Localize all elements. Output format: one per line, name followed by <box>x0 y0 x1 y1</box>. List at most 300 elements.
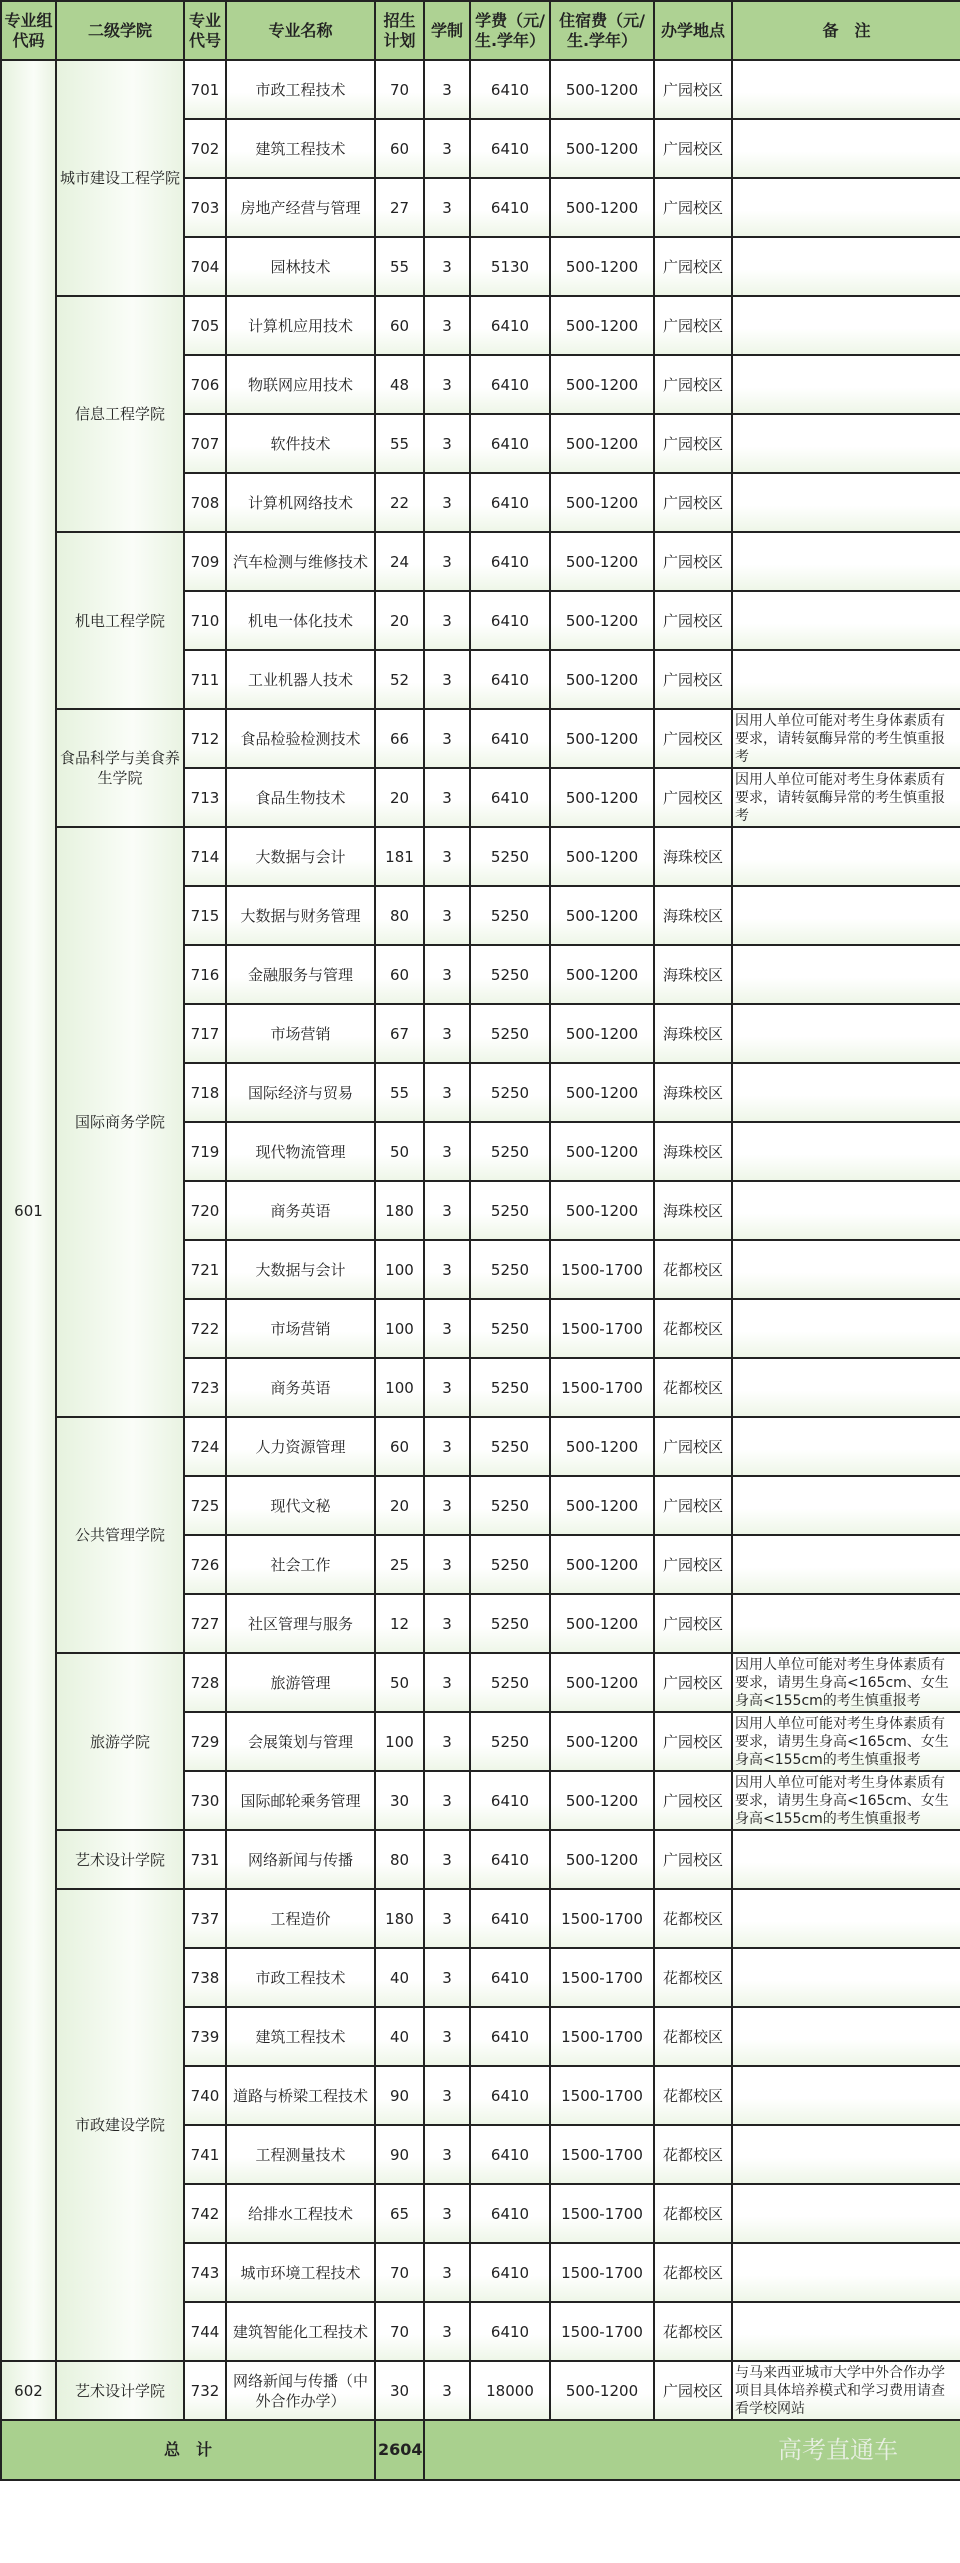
duration: 3 <box>424 1889 470 1948</box>
major-code: 739 <box>184 2007 226 2066</box>
college-name: 市政建设学院 <box>56 1889 184 2361</box>
remarks <box>732 1299 960 1358</box>
major-code: 703 <box>184 178 226 237</box>
accommodation-fee: 500-1200 <box>550 886 654 945</box>
remarks <box>732 2007 960 2066</box>
enroll-plan: 55 <box>375 237 424 296</box>
tuition: 5250 <box>470 827 550 886</box>
tuition: 5250 <box>470 1181 550 1240</box>
tuition: 6410 <box>470 1830 550 1889</box>
college-name: 公共管理学院 <box>56 1417 184 1653</box>
duration: 3 <box>424 1063 470 1122</box>
accommodation-fee: 500-1200 <box>550 1771 654 1830</box>
enroll-plan: 180 <box>375 1181 424 1240</box>
remarks <box>732 2066 960 2125</box>
remarks: 因用人单位可能对考生身体素质有要求，请男生身高<165cm、女生身高<155cm的考生慎重报考 <box>732 1653 960 1712</box>
tuition: 5250 <box>470 1653 550 1712</box>
campus: 海珠校区 <box>654 827 732 886</box>
tuition: 6410 <box>470 591 550 650</box>
table-row <box>1 2361 960 2420</box>
accommodation-fee: 500-1200 <box>550 2361 654 2420</box>
major-code: 705 <box>184 296 226 355</box>
remarks <box>732 178 960 237</box>
college-name: 机电工程学院 <box>56 532 184 709</box>
tuition: 6410 <box>470 473 550 532</box>
campus: 广园校区 <box>654 591 732 650</box>
remarks <box>732 1830 960 1889</box>
major-name: 市政工程技术 <box>226 60 375 119</box>
enroll-plan: 67 <box>375 1004 424 1063</box>
major-code: 702 <box>184 119 226 178</box>
column-header: 学费（元/生.学年） <box>470 1 550 60</box>
accommodation-fee: 1500-1700 <box>550 2184 654 2243</box>
remarks <box>732 532 960 591</box>
major-code: 719 <box>184 1122 226 1181</box>
major-code: 742 <box>184 2184 226 2243</box>
major-name: 物联网应用技术 <box>226 355 375 414</box>
major-code: 704 <box>184 237 226 296</box>
major-name: 给排水工程技术 <box>226 2184 375 2243</box>
remarks: 因用人单位可能对考生身体素质有要求，请男生身高<165cm、女生身高<155cm的考生慎重报考 <box>732 1771 960 1830</box>
major-code: 718 <box>184 1063 226 1122</box>
column-header: 专业代号 <box>184 1 226 60</box>
duration: 3 <box>424 945 470 1004</box>
duration: 3 <box>424 2243 470 2302</box>
column-header: 专业名称 <box>226 1 375 60</box>
tuition: 6410 <box>470 2066 550 2125</box>
table-row <box>1 296 960 355</box>
enroll-plan: 48 <box>375 355 424 414</box>
enroll-plan: 180 <box>375 1889 424 1948</box>
major-code: 720 <box>184 1181 226 1240</box>
tuition: 6410 <box>470 2302 550 2361</box>
campus: 花都校区 <box>654 1299 732 1358</box>
column-header: 学制 <box>424 1 470 60</box>
duration: 3 <box>424 591 470 650</box>
remarks: 与马来西亚城市大学中外合作办学项目具体培养模式和学习费用请查看学校网站 <box>732 2361 960 2420</box>
remarks <box>732 1004 960 1063</box>
campus: 广园校区 <box>654 237 732 296</box>
major-name: 食品生物技术 <box>226 768 375 827</box>
major-code: 729 <box>184 1712 226 1771</box>
campus: 广园校区 <box>654 473 732 532</box>
major-name: 城市环境工程技术 <box>226 2243 375 2302</box>
major-code: 738 <box>184 1948 226 2007</box>
enroll-plan: 60 <box>375 945 424 1004</box>
table-row <box>1 60 960 119</box>
duration: 3 <box>424 1240 470 1299</box>
accommodation-fee: 1500-1700 <box>550 1358 654 1417</box>
college-name: 信息工程学院 <box>56 296 184 532</box>
enroll-plan: 27 <box>375 178 424 237</box>
accommodation-fee: 500-1200 <box>550 1712 654 1771</box>
campus: 广园校区 <box>654 650 732 709</box>
accommodation-fee: 1500-1700 <box>550 1889 654 1948</box>
accommodation-fee: 1500-1700 <box>550 2066 654 2125</box>
tuition: 6410 <box>470 296 550 355</box>
duration: 3 <box>424 1948 470 2007</box>
major-name: 食品检验检测技术 <box>226 709 375 768</box>
remarks <box>732 2243 960 2302</box>
campus: 花都校区 <box>654 1948 732 2007</box>
tuition: 6410 <box>470 1948 550 2007</box>
tuition: 5250 <box>470 886 550 945</box>
tuition: 5250 <box>470 1535 550 1594</box>
major-name: 市场营销 <box>226 1299 375 1358</box>
campus: 花都校区 <box>654 2066 732 2125</box>
duration: 3 <box>424 60 470 119</box>
duration: 3 <box>424 1653 470 1712</box>
major-code: 717 <box>184 1004 226 1063</box>
accommodation-fee: 500-1200 <box>550 768 654 827</box>
campus: 花都校区 <box>654 1358 732 1417</box>
campus: 广园校区 <box>654 1476 732 1535</box>
accommodation-fee: 1500-1700 <box>550 1299 654 1358</box>
duration: 3 <box>424 1830 470 1889</box>
campus: 广园校区 <box>654 1535 732 1594</box>
campus: 广园校区 <box>654 1594 732 1653</box>
tuition: 6410 <box>470 1771 550 1830</box>
remarks <box>732 1240 960 1299</box>
header-row <box>1 1 960 60</box>
accommodation-fee: 1500-1700 <box>550 2243 654 2302</box>
major-name: 建筑智能化工程技术 <box>226 2302 375 2361</box>
table-row <box>1 709 960 768</box>
tuition: 5250 <box>470 1063 550 1122</box>
tuition: 6410 <box>470 2243 550 2302</box>
major-name: 网络新闻与传播（中外合作办学） <box>226 2361 375 2420</box>
tuition: 6410 <box>470 2184 550 2243</box>
major-code: 723 <box>184 1358 226 1417</box>
enroll-plan: 65 <box>375 2184 424 2243</box>
remarks <box>732 1122 960 1181</box>
major-code: 724 <box>184 1417 226 1476</box>
major-code: 741 <box>184 2125 226 2184</box>
enroll-plan: 50 <box>375 1653 424 1712</box>
accommodation-fee: 1500-1700 <box>550 1948 654 2007</box>
enroll-plan: 24 <box>375 532 424 591</box>
major-name: 现代物流管理 <box>226 1122 375 1181</box>
campus: 广园校区 <box>654 1417 732 1476</box>
major-code: 727 <box>184 1594 226 1653</box>
remarks <box>732 355 960 414</box>
campus: 广园校区 <box>654 1712 732 1771</box>
tuition: 5250 <box>470 1358 550 1417</box>
remarks <box>732 296 960 355</box>
remarks <box>732 945 960 1004</box>
major-name: 工程测量技术 <box>226 2125 375 2184</box>
major-name: 网络新闻与传播 <box>226 1830 375 1889</box>
accommodation-fee: 500-1200 <box>550 355 654 414</box>
enroll-plan: 90 <box>375 2125 424 2184</box>
enroll-plan: 70 <box>375 60 424 119</box>
major-code: 713 <box>184 768 226 827</box>
tuition: 6410 <box>470 2007 550 2066</box>
enroll-plan: 70 <box>375 2302 424 2361</box>
campus: 广园校区 <box>654 532 732 591</box>
campus: 花都校区 <box>654 2302 732 2361</box>
major-name: 道路与桥梁工程技术 <box>226 2066 375 2125</box>
duration: 3 <box>424 237 470 296</box>
enroll-plan: 66 <box>375 709 424 768</box>
tuition: 6410 <box>470 709 550 768</box>
campus: 花都校区 <box>654 2243 732 2302</box>
campus: 广园校区 <box>654 296 732 355</box>
major-code: 714 <box>184 827 226 886</box>
accommodation-fee: 500-1200 <box>550 591 654 650</box>
table-row <box>1 532 960 591</box>
college-name: 艺术设计学院 <box>56 2361 184 2420</box>
remarks <box>732 2302 960 2361</box>
duration: 3 <box>424 2184 470 2243</box>
major-name: 大数据与财务管理 <box>226 886 375 945</box>
accommodation-fee: 500-1200 <box>550 1417 654 1476</box>
total-label: 总 计 <box>1 2420 375 2480</box>
tuition: 6410 <box>470 532 550 591</box>
duration: 3 <box>424 473 470 532</box>
table-row <box>1 1830 960 1889</box>
major-name: 市场营销 <box>226 1004 375 1063</box>
accommodation-fee: 500-1200 <box>550 178 654 237</box>
enroll-plan: 60 <box>375 296 424 355</box>
column-header: 专业组代码 <box>1 1 56 60</box>
major-code: 707 <box>184 414 226 473</box>
enroll-plan: 30 <box>375 1771 424 1830</box>
enroll-plan: 50 <box>375 1122 424 1181</box>
accommodation-fee: 500-1200 <box>550 1063 654 1122</box>
accommodation-fee: 500-1200 <box>550 709 654 768</box>
accommodation-fee: 1500-1700 <box>550 1240 654 1299</box>
enroll-plan: 25 <box>375 1535 424 1594</box>
college-name: 艺术设计学院 <box>56 1830 184 1889</box>
major-name: 人力资源管理 <box>226 1417 375 1476</box>
major-code: 706 <box>184 355 226 414</box>
tuition: 5250 <box>470 1712 550 1771</box>
accommodation-fee: 500-1200 <box>550 827 654 886</box>
tuition: 6410 <box>470 768 550 827</box>
campus: 广园校区 <box>654 119 732 178</box>
accommodation-fee: 500-1200 <box>550 650 654 709</box>
remarks <box>732 591 960 650</box>
accommodation-fee: 500-1200 <box>550 1594 654 1653</box>
accommodation-fee: 1500-1700 <box>550 2007 654 2066</box>
enroll-plan: 90 <box>375 2066 424 2125</box>
accommodation-fee: 500-1200 <box>550 473 654 532</box>
major-code: 721 <box>184 1240 226 1299</box>
major-name: 计算机网络技术 <box>226 473 375 532</box>
enroll-plan: 40 <box>375 1948 424 2007</box>
remarks: 因用人单位可能对考生身体素质有要求，请男生身高<165cm、女生身高<155cm的考生慎重报考 <box>732 1712 960 1771</box>
tuition: 6410 <box>470 2125 550 2184</box>
enroll-plan: 100 <box>375 1712 424 1771</box>
tuition: 6410 <box>470 60 550 119</box>
campus: 广园校区 <box>654 1653 732 1712</box>
accommodation-fee: 1500-1700 <box>550 2125 654 2184</box>
duration: 3 <box>424 296 470 355</box>
major-name: 旅游管理 <box>226 1653 375 1712</box>
enroll-plan: 40 <box>375 2007 424 2066</box>
tuition: 5250 <box>470 1476 550 1535</box>
campus: 花都校区 <box>654 2007 732 2066</box>
accommodation-fee: 500-1200 <box>550 532 654 591</box>
campus: 花都校区 <box>654 1889 732 1948</box>
column-header: 招生计划 <box>375 1 424 60</box>
enroll-plan: 20 <box>375 768 424 827</box>
major-name: 现代文秘 <box>226 1476 375 1535</box>
duration: 3 <box>424 2302 470 2361</box>
duration: 3 <box>424 1712 470 1771</box>
remarks: 因用人单位可能对考生身体素质有要求，请转氨酶异常的考生慎重报考 <box>732 768 960 827</box>
enroll-plan: 55 <box>375 414 424 473</box>
duration: 3 <box>424 650 470 709</box>
duration: 3 <box>424 827 470 886</box>
major-code: 730 <box>184 1771 226 1830</box>
college-name: 城市建设工程学院 <box>56 60 184 296</box>
campus: 花都校区 <box>654 2184 732 2243</box>
campus: 广园校区 <box>654 355 732 414</box>
campus: 广园校区 <box>654 768 732 827</box>
major-name: 建筑工程技术 <box>226 119 375 178</box>
duration: 3 <box>424 532 470 591</box>
duration: 3 <box>424 1535 470 1594</box>
major-name: 国际邮轮乘务管理 <box>226 1771 375 1830</box>
accommodation-fee: 500-1200 <box>550 1004 654 1063</box>
tuition: 6410 <box>470 355 550 414</box>
duration: 3 <box>424 768 470 827</box>
major-name: 软件技术 <box>226 414 375 473</box>
duration: 3 <box>424 1771 470 1830</box>
remarks <box>732 827 960 886</box>
campus: 广园校区 <box>654 709 732 768</box>
column-header: 住宿费（元/生.学年） <box>550 1 654 60</box>
major-name: 机电一体化技术 <box>226 591 375 650</box>
remarks <box>732 1889 960 1948</box>
major-name: 金融服务与管理 <box>226 945 375 1004</box>
tuition: 6410 <box>470 1889 550 1948</box>
tuition: 6410 <box>470 178 550 237</box>
duration: 3 <box>424 2066 470 2125</box>
major-code: 732 <box>184 2361 226 2420</box>
major-code: 737 <box>184 1889 226 1948</box>
enroll-plan: 60 <box>375 1417 424 1476</box>
accommodation-fee: 500-1200 <box>550 60 654 119</box>
remarks <box>732 1417 960 1476</box>
enroll-plan: 100 <box>375 1299 424 1358</box>
total-blank <box>424 2420 960 2480</box>
college-name: 旅游学院 <box>56 1653 184 1830</box>
tuition: 5250 <box>470 1122 550 1181</box>
remarks <box>732 1594 960 1653</box>
major-code: 716 <box>184 945 226 1004</box>
duration: 3 <box>424 414 470 473</box>
remarks <box>732 60 960 119</box>
remarks <box>732 1181 960 1240</box>
accommodation-fee: 500-1200 <box>550 1476 654 1535</box>
major-name: 商务英语 <box>226 1358 375 1417</box>
enroll-plan: 100 <box>375 1240 424 1299</box>
remarks <box>732 1063 960 1122</box>
remarks <box>732 237 960 296</box>
campus: 海珠校区 <box>654 886 732 945</box>
tuition: 18000 <box>470 2361 550 2420</box>
group-code: 602 <box>1 2361 56 2420</box>
major-code: 731 <box>184 1830 226 1889</box>
column-header: 备 注 <box>732 1 960 60</box>
major-code: 711 <box>184 650 226 709</box>
enroll-plan: 80 <box>375 886 424 945</box>
accommodation-fee: 500-1200 <box>550 1535 654 1594</box>
remarks <box>732 119 960 178</box>
major-name: 社区管理与服务 <box>226 1594 375 1653</box>
tuition: 5130 <box>470 237 550 296</box>
major-name: 市政工程技术 <box>226 1948 375 2007</box>
remarks: 因用人单位可能对考生身体素质有要求，请转氨酶异常的考生慎重报考 <box>732 709 960 768</box>
duration: 3 <box>424 886 470 945</box>
major-code: 726 <box>184 1535 226 1594</box>
major-name: 园林技术 <box>226 237 375 296</box>
major-code: 715 <box>184 886 226 945</box>
table-row <box>1 1417 960 1476</box>
duration: 3 <box>424 1476 470 1535</box>
enroll-plan: 12 <box>375 1594 424 1653</box>
major-code: 744 <box>184 2302 226 2361</box>
major-name: 国际经济与贸易 <box>226 1063 375 1122</box>
duration: 3 <box>424 1594 470 1653</box>
tuition: 6410 <box>470 119 550 178</box>
campus: 广园校区 <box>654 414 732 473</box>
accommodation-fee: 500-1200 <box>550 1653 654 1712</box>
major-code: 728 <box>184 1653 226 1712</box>
major-name: 大数据与会计 <box>226 1240 375 1299</box>
college-name: 国际商务学院 <box>56 827 184 1417</box>
watermark: 高考直通车 <box>778 2436 898 2464</box>
major-name: 房地产经营与管理 <box>226 178 375 237</box>
accommodation-fee: 500-1200 <box>550 414 654 473</box>
campus: 海珠校区 <box>654 945 732 1004</box>
remarks <box>732 2184 960 2243</box>
table-row <box>1 827 960 886</box>
major-name: 商务英语 <box>226 1181 375 1240</box>
campus: 海珠校区 <box>654 1004 732 1063</box>
enroll-plan: 70 <box>375 2243 424 2302</box>
column-header: 二级学院 <box>56 1 184 60</box>
total-value: 2604 <box>375 2420 424 2480</box>
campus: 花都校区 <box>654 1240 732 1299</box>
campus: 广园校区 <box>654 1830 732 1889</box>
major-code: 722 <box>184 1299 226 1358</box>
duration: 3 <box>424 2125 470 2184</box>
tuition: 6410 <box>470 650 550 709</box>
remarks <box>732 1948 960 2007</box>
tuition: 5250 <box>470 945 550 1004</box>
tuition: 5250 <box>470 1417 550 1476</box>
duration: 3 <box>424 355 470 414</box>
total-row <box>1 2420 960 2480</box>
duration: 3 <box>424 119 470 178</box>
major-code: 701 <box>184 60 226 119</box>
accommodation-fee: 1500-1700 <box>550 2302 654 2361</box>
major-name: 汽车检测与维修技术 <box>226 532 375 591</box>
duration: 3 <box>424 1417 470 1476</box>
major-code: 725 <box>184 1476 226 1535</box>
accommodation-fee: 500-1200 <box>550 1181 654 1240</box>
campus: 海珠校区 <box>654 1122 732 1181</box>
column-header: 办学地点 <box>654 1 732 60</box>
tuition: 5250 <box>470 1240 550 1299</box>
tuition: 5250 <box>470 1594 550 1653</box>
remarks <box>732 1476 960 1535</box>
accommodation-fee: 500-1200 <box>550 1122 654 1181</box>
